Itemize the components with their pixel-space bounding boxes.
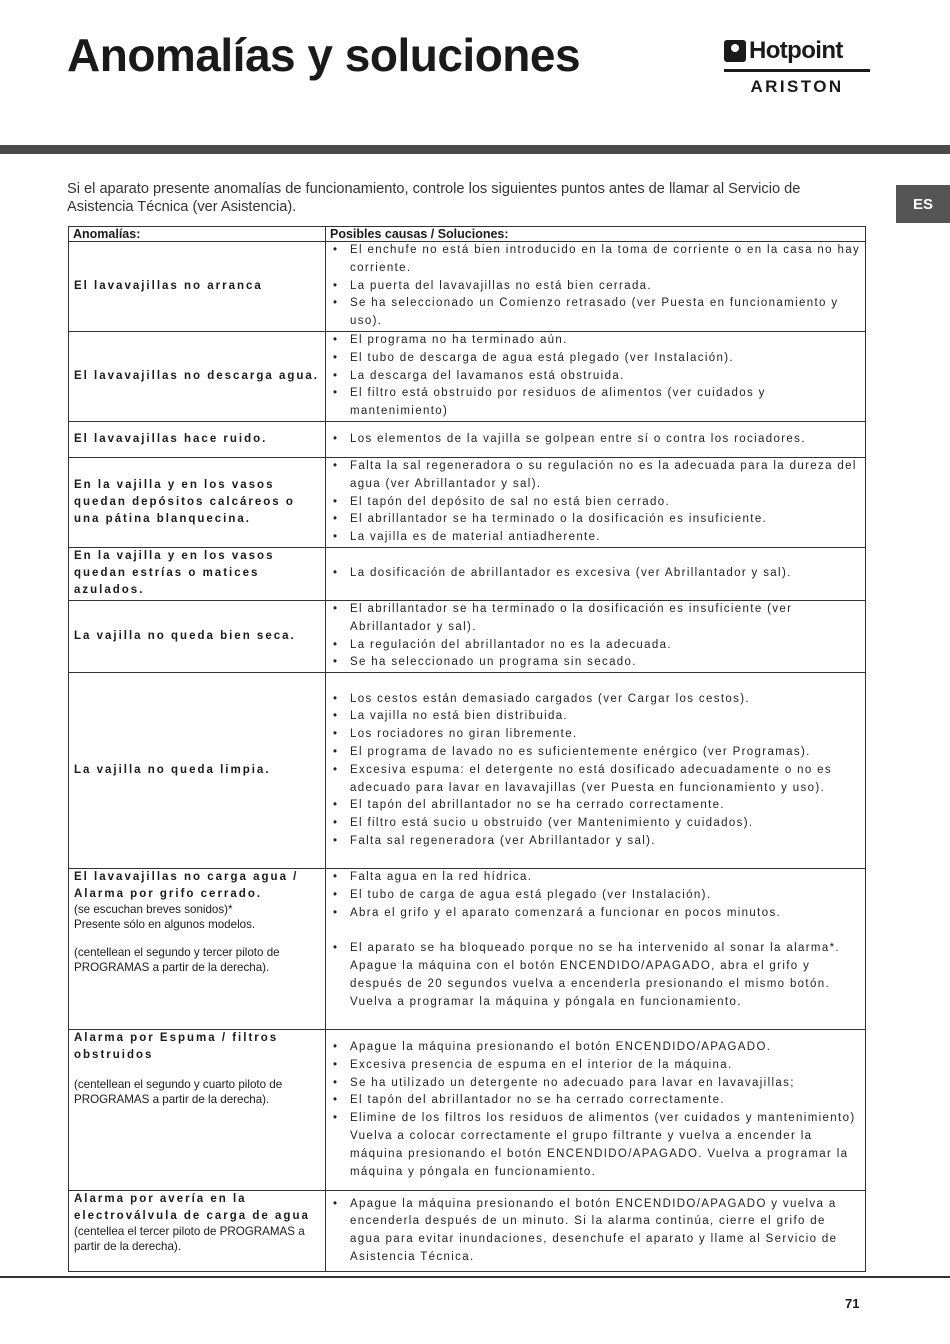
solution-item: • La regulación del abrillantador no es la adecuada. [331, 637, 861, 655]
solutions-list [331, 458, 861, 547]
solution-item: • Se ha seleccionado un programa sin secado. [331, 654, 861, 672]
solution-item: • El abrillantador se ha terminado o la dosificación es insuficiente. [331, 511, 861, 529]
solutions-list [331, 565, 861, 583]
anomaly-cell [69, 547, 326, 600]
solutions-list [331, 332, 861, 421]
solution-item: • La puerta del lavavajillas no está bien cerrada. [331, 278, 861, 296]
solution-item: • Excesiva presencia de espuma en el interior de la máquina. [331, 1057, 861, 1075]
solution-item: • Abra el grifo y el aparato comenzará a funcionar en pocos minutos. [331, 905, 861, 923]
anomaly-title: Alarma por avería en la electroválvula de carga de agua [74, 1193, 310, 1223]
anomaly-title: El lavavajillas no carga agua / Alarma por grifo cerrado. [74, 871, 299, 901]
table-row [69, 242, 866, 332]
anomaly-note-spacer [74, 932, 321, 946]
solution-item: • La dosificación de abrillantador es excesiva (ver Abrillantador y sal). [331, 565, 861, 583]
anomaly-title: En la vajilla y en los vasos quedan depósitos calcáreos o una pátina blanquecina. [74, 478, 295, 525]
solution-item: • Los elementos de la vajilla se golpean entre sí o contra los rociadores. [331, 431, 861, 449]
header-solutions: Posibles causas / Soluciones: [326, 227, 866, 242]
solutions-list [331, 431, 861, 449]
solutions-cell [326, 547, 866, 600]
table-row [69, 331, 866, 421]
anomaly-note: (centellean el segundo y cuarto piloto de PROGRAMAS a partir de la derecha). [74, 1078, 283, 1106]
page-number: 71 [845, 1296, 860, 1311]
solutions-list [331, 242, 861, 331]
solution-item: • El tubo de descarga de agua está plegado (ver Instalación). [331, 350, 861, 368]
anomaly-note: Presente sólo en algunos modelos. [74, 917, 256, 931]
table-row [69, 457, 866, 547]
anomaly-title: La vajilla no queda limpia. [74, 764, 271, 777]
solutions-list [331, 1039, 861, 1181]
anomaly-cell [69, 600, 326, 672]
solutions-list [331, 1196, 861, 1267]
anomaly-title: El lavavajillas no descarga agua. [74, 369, 319, 382]
solution-item: • El tapón del abrillantador no se ha cerrado correctamente. [331, 1092, 861, 1110]
solution-item: • Excesiva espuma: el detergente no está dosificado adecuadamente o no es adecuado para lavar en lavavajillas (ver Puesta en funcionamiento y uso). [331, 762, 861, 798]
anomaly-title: El lavavajillas hace ruido. [74, 432, 268, 445]
header-anomalies: Anomalías: [69, 227, 326, 242]
table-row [69, 421, 866, 457]
brand-mark-icon [724, 40, 746, 62]
solutions-cell [326, 1191, 866, 1272]
solution-item: • El enchufe no está bien introducido en la toma de corriente o en la casa no hay corriente. [331, 242, 861, 278]
anomaly-cell [69, 673, 326, 869]
solution-item: • El programa de lavado no es suficientemente enérgico (ver Programas). [331, 744, 861, 762]
anomaly-title: En la vajilla y en los vasos quedan estrías o matices azulados. [74, 550, 275, 597]
solution-item: • Falta sal regeneradora (ver Abrillantador y sal). [331, 833, 861, 851]
solution-item: • El aparato se ha bloqueado porque no se ha intervenido al sonar la alarma*. Apague la máquina con el botón ENCENDIDO/APAGADO, abra el grifo y después de 20 segundos vuelva a encenderla presionando el mismo botón. Vuelva a programar la máquina y póngala en funcionamiento. [331, 940, 861, 1011]
table-row [69, 869, 866, 1030]
solution-item: • El abrillantador se ha terminado o la dosificación es insuficiente (ver Abrillantador y sal). [331, 601, 861, 637]
table-header-row [69, 227, 866, 242]
anomaly-title: El lavavajillas no arranca [74, 279, 263, 292]
language-tab: ES [896, 185, 950, 223]
table-row [69, 600, 866, 672]
solution-item: • Falta la sal regeneradora o su regulación no es la adecuada para la dureza del agua (ver Abrillantador y sal). [331, 458, 861, 494]
solutions-cell [326, 600, 866, 672]
solution-item: • Falta agua en la red hídrica. [331, 869, 861, 887]
table-row [69, 1030, 866, 1191]
solution-item: • El tapón del abrillantador no se ha cerrado correctamente. [331, 797, 861, 815]
page-title: Anomalías y soluciones [67, 29, 581, 81]
brand-name: Hotpoint [749, 37, 843, 64]
anomaly-note-spacer [74, 1064, 321, 1078]
brand-logo [724, 38, 870, 97]
intro-text: Si el aparato presente anomalías de funcionamiento, controle los siguientes puntos antes de llamar al Servicio de Asistencia Técnica (ver Asistencia). [67, 181, 801, 215]
solution-item: • La vajilla no está bien distribuida. [331, 708, 861, 726]
footer-rule [0, 1276, 950, 1278]
solutions-cell [326, 457, 866, 547]
anomaly-cell [69, 1191, 326, 1272]
anomaly-cell [69, 331, 326, 421]
solution-item: • Elimine de los filtros los residuos de alimentos (ver cuidados y mantenimiento) Vuelva a colocar correctamente el grupo filtrante y vuelva a encender la máquina presionando el botón ENCENDIDO/APAGADO. Vuelva a programar la máquina y póngala en funcionamiento. [331, 1110, 861, 1181]
anomaly-cell [69, 1030, 326, 1191]
solution-item: • Los rociadores no giran libremente. [331, 726, 861, 744]
solutions-cell [326, 673, 866, 869]
anomaly-note: (centellean el segundo y tercer piloto de PROGRAMAS a partir de la derecha). [74, 946, 280, 974]
troubleshooting-table [68, 226, 866, 1272]
brand-divider [724, 69, 870, 72]
solution-item: • La descarga del lavamanos está obstruida. [331, 368, 861, 386]
table-row [69, 673, 866, 869]
solution-item: • Apague la máquina presionando el botón ENCENDIDO/APAGADO y vuelva a encenderla después de un minuto. Si la alarma continúa, cierre el grifo de agua para evitar inundaciones, desenchufe el aparato y llame al Servicio de Asistencia Técnica. [331, 1196, 861, 1267]
solutions-cell [326, 331, 866, 421]
solution-item: • El filtro está sucio u obstruido (ver Mantenimiento y cuidados). [331, 815, 861, 833]
anomaly-note: (se escuchan breves sonidos)* [74, 903, 233, 917]
solution-item: • Los cestos están demasiado cargados (ver Cargar los cestos). [331, 691, 861, 709]
solution-item: • La vajilla es de material antiadherente. [331, 529, 861, 547]
anomaly-cell [69, 457, 326, 547]
solutions-cell [326, 242, 866, 332]
table-row [69, 547, 866, 600]
solutions-cell [326, 869, 866, 1030]
table-row [69, 1191, 866, 1272]
solutions-list [331, 869, 861, 1011]
solution-item: • Se ha seleccionado un Comienzo retrasado (ver Puesta en funcionamiento y uso). [331, 295, 861, 331]
anomaly-cell [69, 869, 326, 1030]
solution-item: • Apague la máquina presionando el botón ENCENDIDO/APAGADO. [331, 1039, 861, 1057]
solution-item: • El tapón del depósito de sal no está bien cerrado. [331, 494, 861, 512]
solution-item: • El programa no ha terminado aún. [331, 332, 861, 350]
solutions-list [331, 601, 861, 672]
solution-item: • El filtro está obstruido por residuos de alimentos (ver cuidados y mantenimiento) [331, 385, 861, 421]
header-bar [0, 145, 950, 154]
anomaly-title: Alarma por Espuma / filtros obstruidos [74, 1032, 279, 1062]
solution-item: • El tubo de carga de agua está plegado (ver Instalación). [331, 887, 861, 905]
anomaly-title: La vajilla no queda bien seca. [74, 630, 296, 643]
solutions-list [331, 691, 861, 851]
solution-item: • Se ha utilizado un detergente no adecuado para lavar en lavavajillas; [331, 1075, 861, 1093]
anomaly-cell [69, 242, 326, 332]
solutions-cell [326, 421, 866, 457]
brand-subname: ARISTON [750, 77, 844, 96]
anomaly-note: (centellea el tercer piloto de PROGRAMAS a partir de la derecha). [74, 1225, 305, 1253]
anomaly-cell [69, 421, 326, 457]
solutions-cell [326, 1030, 866, 1191]
